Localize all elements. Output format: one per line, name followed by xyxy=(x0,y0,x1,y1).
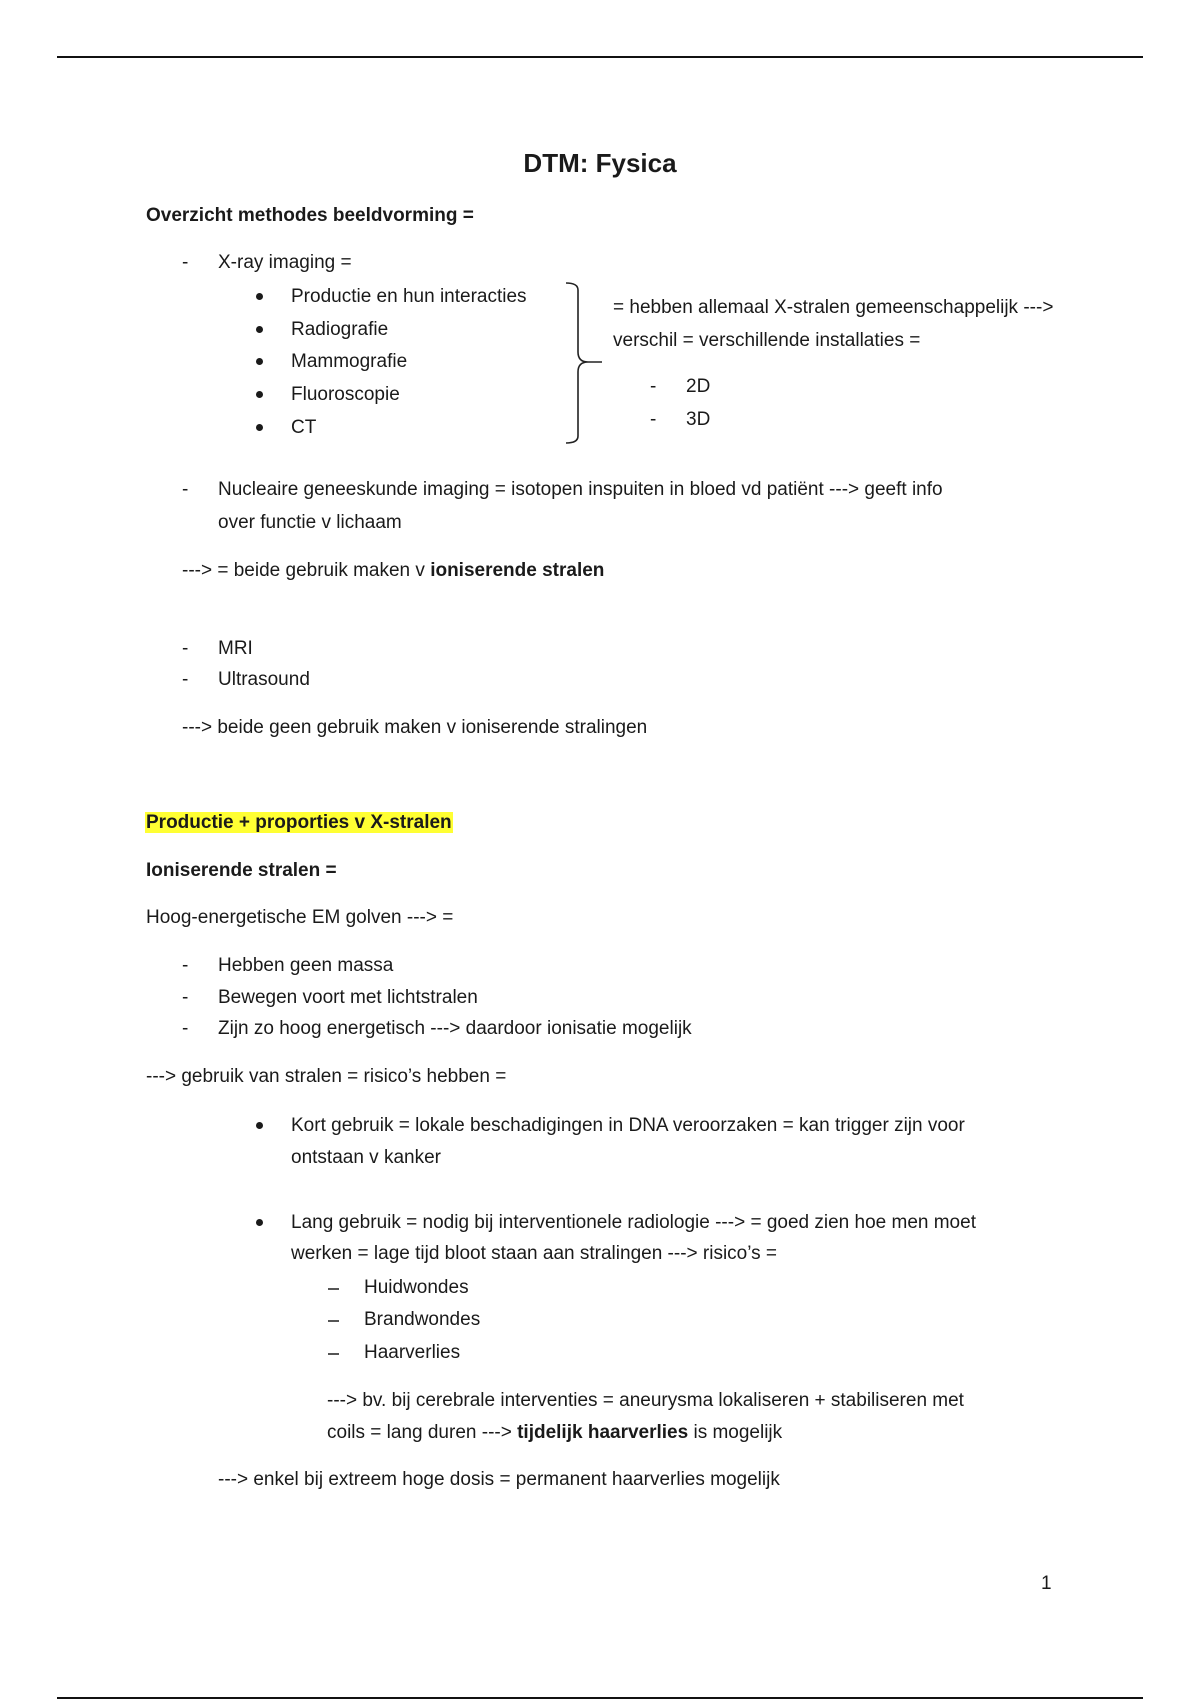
bullet xyxy=(256,391,263,398)
dim-item: 2D xyxy=(686,376,711,397)
permanent-note: ---> enkel bij extreem hoge dosis = permanent haarverlies mogelijk xyxy=(218,1469,780,1490)
production-heading xyxy=(145,811,453,835)
xray-item: Productie en hun interacties xyxy=(291,286,527,307)
long-use-line2: werken = lage tijd bloot staan aan stralingen ---> risico’s = xyxy=(291,1243,777,1264)
dash-marker: - xyxy=(182,479,189,500)
header-rule xyxy=(57,56,1143,58)
dash-marker: - xyxy=(182,638,189,659)
example-bold: tijdelijk haarverlies xyxy=(517,1422,689,1443)
dash-marker: - xyxy=(650,376,657,397)
non-ionizing-item: MRI xyxy=(218,638,253,659)
nuclear-line1: Nucleaire geneeskunde imaging = isotopen inspuiten in bloed vd patiënt ---> geeft info xyxy=(218,479,943,500)
short-use-line1: Kort gebruik = lokale beschadigingen in DNA veroorzaken = kan trigger zijn voor xyxy=(291,1115,965,1136)
example-suffix: is mogelijk xyxy=(688,1422,783,1443)
dash-marker: - xyxy=(182,1018,189,1039)
intro-line: Hoog-energetische EM golven ---> = xyxy=(146,907,454,928)
xray-label: X-ray imaging = xyxy=(218,252,352,273)
dim-item: 3D xyxy=(686,409,711,430)
xray-item: Fluoroscopie xyxy=(291,384,400,405)
dash-marker: - xyxy=(182,955,189,976)
bullet xyxy=(256,326,263,333)
ionizing-note xyxy=(182,559,604,583)
overview-heading: Overzicht methodes beeldvorming = xyxy=(146,205,474,226)
curly-brace-icon xyxy=(562,280,608,446)
xray-item: Radiografie xyxy=(291,319,389,340)
ionizing-subheading: Ioniserende stralen = xyxy=(146,860,337,881)
dash-marker: - xyxy=(182,669,189,690)
non-ionizing-note: ---> beide geen gebruik maken v ioniserende stralingen xyxy=(182,717,648,738)
endash-marker xyxy=(328,1288,339,1290)
risk-item: Haarverlies xyxy=(364,1342,461,1363)
page-number: 1 xyxy=(1041,1573,1052,1594)
page-title: DTM: Fysica xyxy=(523,148,677,178)
property-item: Hebben geen massa xyxy=(218,955,394,976)
dash-marker: - xyxy=(182,987,189,1008)
endash-marker xyxy=(328,1353,339,1355)
dash-marker: - xyxy=(182,252,189,273)
risk-intro: ---> gebruik van stralen = risico’s hebben = xyxy=(146,1066,507,1087)
endash-marker xyxy=(328,1320,339,1322)
xray-item: Mammografie xyxy=(291,351,408,372)
bullet xyxy=(256,1122,263,1129)
risk-item: Brandwondes xyxy=(364,1309,481,1330)
example-line1: ---> bv. bij cerebrale interventies = aneurysma lokaliseren + stabiliseren met xyxy=(327,1390,964,1411)
bullet xyxy=(256,358,263,365)
example-line2 xyxy=(327,1421,782,1445)
ionizing-bold: ioniserende stralen xyxy=(430,560,605,581)
bullet xyxy=(256,424,263,431)
xray-note-line1: = hebben allemaal X-stralen gemeenschappelijk ---> xyxy=(613,297,1054,318)
property-item: Zijn zo hoog energetisch ---> daardoor ionisatie mogelijk xyxy=(218,1018,692,1039)
nuclear-line2: over functie v lichaam xyxy=(218,512,402,533)
example-prefix: coils = lang duren ---> xyxy=(327,1422,518,1443)
bullet xyxy=(256,1219,263,1226)
production-heading-text: Productie + proporties v X-stralen xyxy=(146,812,452,833)
non-ionizing-item: Ultrasound xyxy=(218,669,310,690)
risk-item: Huidwondes xyxy=(364,1277,469,1298)
property-item: Bewegen voort met lichtstralen xyxy=(218,987,478,1008)
xray-item: CT xyxy=(291,417,317,438)
ionizing-prefix: ---> = beide gebruik maken v xyxy=(182,560,431,581)
dash-marker: - xyxy=(650,409,657,430)
bullet xyxy=(256,293,263,300)
xray-note-line2: verschil = verschillende installaties = xyxy=(613,330,921,351)
long-use-line1: Lang gebruik = nodig bij interventionele radiologie ---> = goed zien hoe men moet xyxy=(291,1212,976,1233)
footer-rule xyxy=(57,1697,1143,1699)
short-use-line2: ontstaan v kanker xyxy=(291,1147,441,1168)
